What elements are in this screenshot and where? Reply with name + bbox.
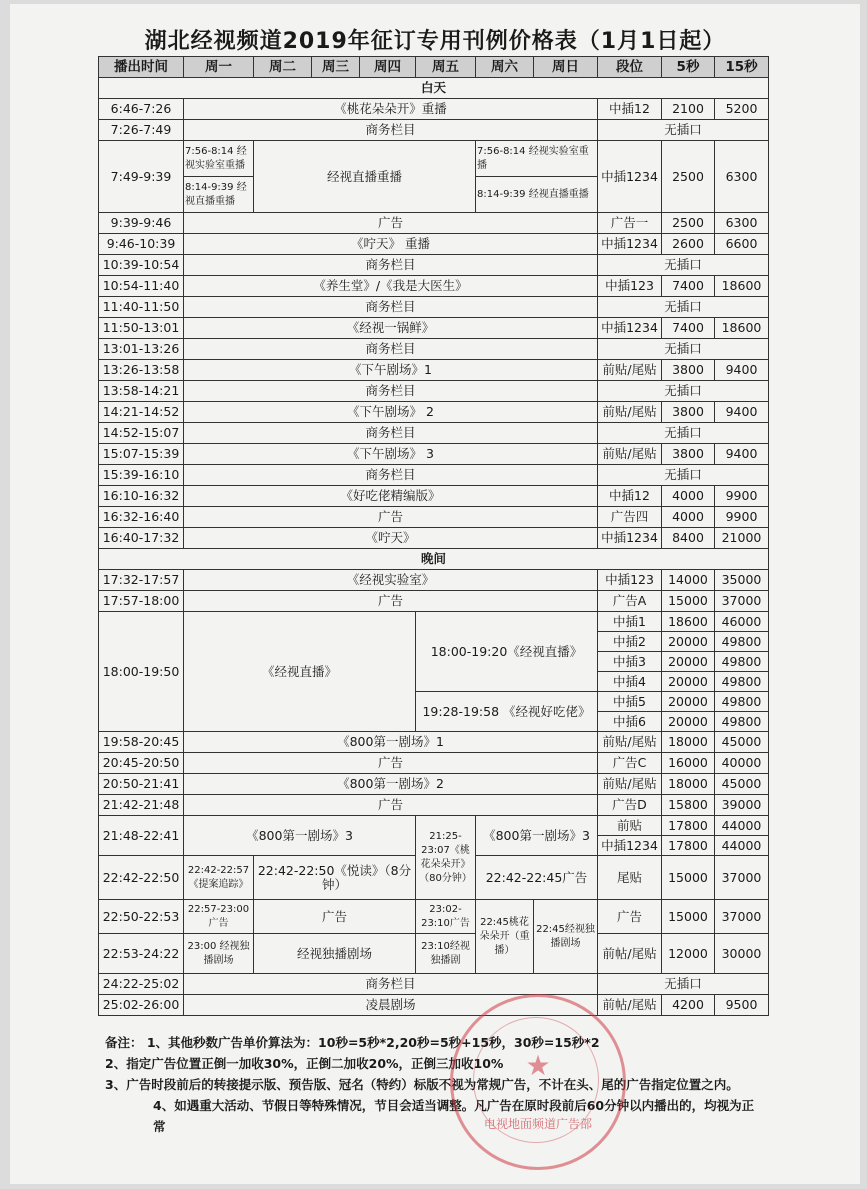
header-day: 周五 [416,57,476,78]
time-cell: 10:39-10:54 [99,255,184,276]
table-row [99,297,769,318]
position-cell: 前贴 [598,816,662,836]
program-cell: 7:56-8:14 经视实验室重播 [184,141,254,177]
program-cell: 《下午剧场》1 [184,360,598,381]
price-5s: 16000 [662,753,715,774]
time-cell: 13:26-13:58 [99,360,184,381]
price-15s: 5200 [715,99,769,120]
table-row [99,774,769,795]
no-slot-cell: 无插口 [598,423,769,444]
table-row [99,934,769,974]
section-row [99,78,769,99]
position-cell: 中插123 [598,570,662,591]
program-cell: 商务栏目 [184,255,598,276]
time-cell: 16:10-16:32 [99,486,184,507]
time-cell: 11:50-13:01 [99,318,184,339]
table-row [99,423,769,444]
notes [105,1032,765,1137]
position-cell: 广告A [598,591,662,612]
program-cell: 《800第一剧场》3 [184,816,416,856]
header-day: 周三 [312,57,360,78]
time-cell: 11:40-11:50 [99,297,184,318]
price-15s: 30000 [715,934,769,974]
position-cell: 中插1234 [598,836,662,856]
price-5s: 2500 [662,213,715,234]
price-15s: 6600 [715,234,769,255]
program-cell: 广告 [184,795,598,816]
position-cell: 前贴/尾贴 [598,360,662,381]
header-day: 周六 [476,57,534,78]
price-5s: 4000 [662,507,715,528]
time-cell: 21:48-22:41 [99,816,184,856]
table-row [99,339,769,360]
program-cell: 经视独播剧场 [254,934,416,974]
note-2: 2、指定广告位置正倒一加收30%，正倒二加收20%，正倒三加收10% [105,1056,504,1071]
position-cell: 广告 [598,900,662,934]
time-cell: 25:02-26:00 [99,995,184,1016]
price-15s: 39000 [715,795,769,816]
program-cell: 18:00-19:20《经视直播》 [416,612,598,692]
price-5s: 12000 [662,934,715,974]
program-cell: 22:42-22:57《提案追踪》 [184,856,254,900]
program-cell: 《好吃佬精编版》 [184,486,598,507]
price-5s: 2100 [662,99,715,120]
table-row [99,99,769,120]
position-cell: 广告C [598,753,662,774]
program-cell: 《桃花朵朵开》重播 [184,99,598,120]
no-slot-cell: 无插口 [598,255,769,276]
table-row [99,213,769,234]
stamp-text: 电视地面频道广告部 [483,1117,592,1131]
program-cell: 《养生堂》/《我是大医生》 [184,276,598,297]
table-row [99,816,769,836]
program-cell: 23:00 经视独播剧场 [184,934,254,974]
price-15s: 37000 [715,856,769,900]
time-cell: 17:32-17:57 [99,570,184,591]
time-cell: 19:58-20:45 [99,732,184,753]
time-cell: 7:26-7:49 [99,120,184,141]
position-cell: 中插1234 [598,234,662,255]
position-cell: 中插3 [598,652,662,672]
time-cell: 6:46-7:26 [99,99,184,120]
program-cell: 广告 [184,753,598,774]
program-cell: 《下午剧场》 2 [184,402,598,423]
position-cell: 前贴/尾贴 [598,402,662,423]
price-15s: 9400 [715,402,769,423]
time-cell: 21:42-21:48 [99,795,184,816]
time-cell: 17:57-18:00 [99,591,184,612]
position-cell: 前帖/尾贴 [598,934,662,974]
price-15s: 37000 [715,591,769,612]
table-row [99,486,769,507]
program-cell: 经视直播重播 [254,141,476,213]
position-cell: 中插2 [598,632,662,652]
price-15s: 6300 [715,141,769,213]
price-5s: 3800 [662,444,715,465]
program-cell: 《经视直播》 [184,612,416,732]
program-cell: 商务栏目 [184,381,598,402]
price-15s: 9400 [715,360,769,381]
price-15s: 21000 [715,528,769,549]
time-cell: 9:46-10:39 [99,234,184,255]
price-5s: 2500 [662,141,715,213]
time-cell: 10:54-11:40 [99,276,184,297]
price-15s: 44000 [715,816,769,836]
program-cell: 21:25-23:07《桃花朵朵开》（80分钟） [416,816,476,900]
price-15s: 9400 [715,444,769,465]
page-title: 湖北经视频道2019年征订专用刊例价格表（1月1日起） [144,29,726,54]
time-cell: 14:52-15:07 [99,423,184,444]
program-cell: 广告 [184,591,598,612]
no-slot-cell: 无插口 [598,381,769,402]
time-cell: 22:42-22:50 [99,856,184,900]
table-row [99,612,769,632]
price-5s: 20000 [662,672,715,692]
header-time: 播出时间 [99,57,184,78]
price-5s: 15000 [662,856,715,900]
price-5s: 2600 [662,234,715,255]
price-15s: 49800 [715,692,769,712]
price-5s: 17800 [662,816,715,836]
table-row [99,381,769,402]
price-15s: 40000 [715,753,769,774]
header-row [99,57,769,78]
department-stamp [450,994,626,1170]
program-cell: 商务栏目 [184,974,598,995]
price-15s: 18600 [715,276,769,297]
position-cell: 中插1 [598,612,662,632]
position-cell: 前贴/尾贴 [598,444,662,465]
table-row [99,900,769,934]
time-cell: 14:21-14:52 [99,402,184,423]
table-row [99,591,769,612]
price-5s: 20000 [662,632,715,652]
price-5s: 3800 [662,360,715,381]
program-cell: 《经视实验室》 [184,570,598,591]
table-row [99,507,769,528]
program-cell: 《800第一剧场》1 [184,732,598,753]
price-15s: 49800 [715,652,769,672]
position-cell: 中插6 [598,712,662,732]
position-cell: 前帖/尾贴 [598,995,662,1016]
price-5s: 14000 [662,570,715,591]
table-row [99,570,769,591]
program-cell: 《经视一锅鲜》 [184,318,598,339]
position-cell: 广告一 [598,213,662,234]
time-cell: 20:45-20:50 [99,753,184,774]
price-15s: 49800 [715,672,769,692]
price-15s: 37000 [715,900,769,934]
program-cell: 商务栏目 [184,297,598,318]
program-cell: 《800第一剧场》3 [476,816,598,856]
program-cell: 8:14-9:39 经视直播重播 [184,177,254,213]
program-cell: 广告 [184,213,598,234]
price-15s: 9900 [715,486,769,507]
program-cell: 商务栏目 [184,339,598,360]
note-4: 4、如遇重大活动、节假日等特殊情况，节目会适当调整。凡广告在原时段前后60分钟以内播出的，均视为正常 [153,1098,755,1134]
table-row [99,732,769,753]
no-slot-cell: 无插口 [598,120,769,141]
table-row [99,141,769,177]
program-cell: 22:42-22:45广告 [476,856,598,900]
price-5s: 7400 [662,318,715,339]
table-row [99,528,769,549]
position-cell: 尾贴 [598,856,662,900]
program-cell: 广告 [254,900,416,934]
price-5s: 15000 [662,591,715,612]
price-5s: 8400 [662,528,715,549]
price-15s: 49800 [715,712,769,732]
no-slot-cell: 无插口 [598,974,769,995]
time-cell: 15:39-16:10 [99,465,184,486]
program-cell: 22:57-23:00广告 [184,900,254,934]
price-15s: 18600 [715,318,769,339]
price-5s: 3800 [662,402,715,423]
header-price-15s: 15秒 [715,57,769,78]
price-15s: 9500 [715,995,769,1016]
position-cell: 广告四 [598,507,662,528]
time-cell: 16:40-17:32 [99,528,184,549]
price-15s: 35000 [715,570,769,591]
time-cell: 24:22-25:02 [99,974,184,995]
price-5s: 18000 [662,732,715,753]
program-cell: 广告 [184,507,598,528]
table-row [99,234,769,255]
time-cell: 22:50-22:53 [99,900,184,934]
header-day: 周一 [184,57,254,78]
position-cell: 前贴/尾贴 [598,732,662,753]
header-price-5s: 5秒 [662,57,715,78]
program-cell: 23:10经视独播剧 [416,934,476,974]
time-cell: 9:39-9:46 [99,213,184,234]
program-cell: 《下午剧场》 3 [184,444,598,465]
price-5s: 18600 [662,612,715,632]
section-title: 晚间 [99,549,769,570]
no-slot-cell: 无插口 [598,297,769,318]
program-cell: 《800第一剧场》2 [184,774,598,795]
program-cell: 22:45桃花朵朵开（重播） [476,900,534,974]
price-table [98,56,769,1016]
table-row [99,318,769,339]
table-row [99,753,769,774]
time-cell: 13:58-14:21 [99,381,184,402]
program-cell: 《咛天》 重播 [184,234,598,255]
table-row [99,276,769,297]
time-cell: 20:50-21:41 [99,774,184,795]
table-row [99,795,769,816]
time-cell: 16:32-16:40 [99,507,184,528]
price-15s: 49800 [715,632,769,652]
position-cell: 中插12 [598,99,662,120]
program-cell: 商务栏目 [184,120,598,141]
table-row [99,444,769,465]
price-sheet [10,4,860,1184]
position-cell: 中插4 [598,672,662,692]
header-position: 段位 [598,57,662,78]
price-5s: 20000 [662,712,715,732]
price-15s: 45000 [715,732,769,753]
table-row [99,255,769,276]
price-15s: 6300 [715,213,769,234]
section-title: 白天 [99,78,769,99]
program-cell: 7:56-8:14 经视实验室重播 [476,141,598,177]
note-3: 3、广告时段前后的转接提示版、预告版、冠名（特约）标版不视为常规广告，不计在头、尾的广告指定位置之内。 [105,1077,739,1092]
table-row [99,974,769,995]
program-cell: 19:28-19:58 《经视好吃佬》 [416,692,598,732]
table-row [99,360,769,381]
price-5s: 20000 [662,652,715,672]
program-cell: 22:42-22:50《悦读》（8分钟） [254,856,416,900]
price-15s: 45000 [715,774,769,795]
time-cell: 18:00-19:50 [99,612,184,732]
position-cell: 中插1234 [598,141,662,213]
header-day: 周二 [254,57,312,78]
price-15s: 46000 [715,612,769,632]
price-15s: 9900 [715,507,769,528]
time-cell: 13:01-13:26 [99,339,184,360]
position-cell: 中插123 [598,276,662,297]
time-cell: 22:53-24:22 [99,934,184,974]
position-cell: 中插1234 [598,318,662,339]
stamp-star-icon: ★ [525,1049,551,1082]
position-cell: 前贴/尾贴 [598,774,662,795]
position-cell: 中插12 [598,486,662,507]
price-5s: 17800 [662,836,715,856]
no-slot-cell: 无插口 [598,465,769,486]
position-cell: 中插5 [598,692,662,712]
price-5s: 4200 [662,995,715,1016]
price-5s: 15800 [662,795,715,816]
price-5s: 20000 [662,692,715,712]
position-cell: 中插1234 [598,528,662,549]
header-day: 周四 [360,57,416,78]
price-5s: 15000 [662,900,715,934]
price-5s: 4000 [662,486,715,507]
price-5s: 18000 [662,774,715,795]
program-cell: 凌晨剧场 [184,995,598,1016]
table-row [99,995,769,1016]
time-cell: 7:49-9:39 [99,141,184,213]
program-cell: 商务栏目 [184,423,598,444]
table-row [99,402,769,423]
program-cell: 8:14-9:39 经视直播重播 [476,177,598,213]
section-row [99,549,769,570]
program-cell: 23:02-23:10广告 [416,900,476,934]
price-5s: 7400 [662,276,715,297]
header-day: 周日 [534,57,598,78]
table-row [99,465,769,486]
note-1: 备注： 1、其他秒数广告单价算法为：10秒=5秒*2,20秒=5秒+15秒，30秒=15秒*2 [105,1035,600,1050]
program-cell: 《咛天》 [184,528,598,549]
program-cell: 22:45经视独播剧场 [534,900,598,974]
position-cell: 广告D [598,795,662,816]
table-row [99,120,769,141]
time-cell: 15:07-15:39 [99,444,184,465]
price-15s: 44000 [715,836,769,856]
no-slot-cell: 无插口 [598,339,769,360]
program-cell: 商务栏目 [184,465,598,486]
